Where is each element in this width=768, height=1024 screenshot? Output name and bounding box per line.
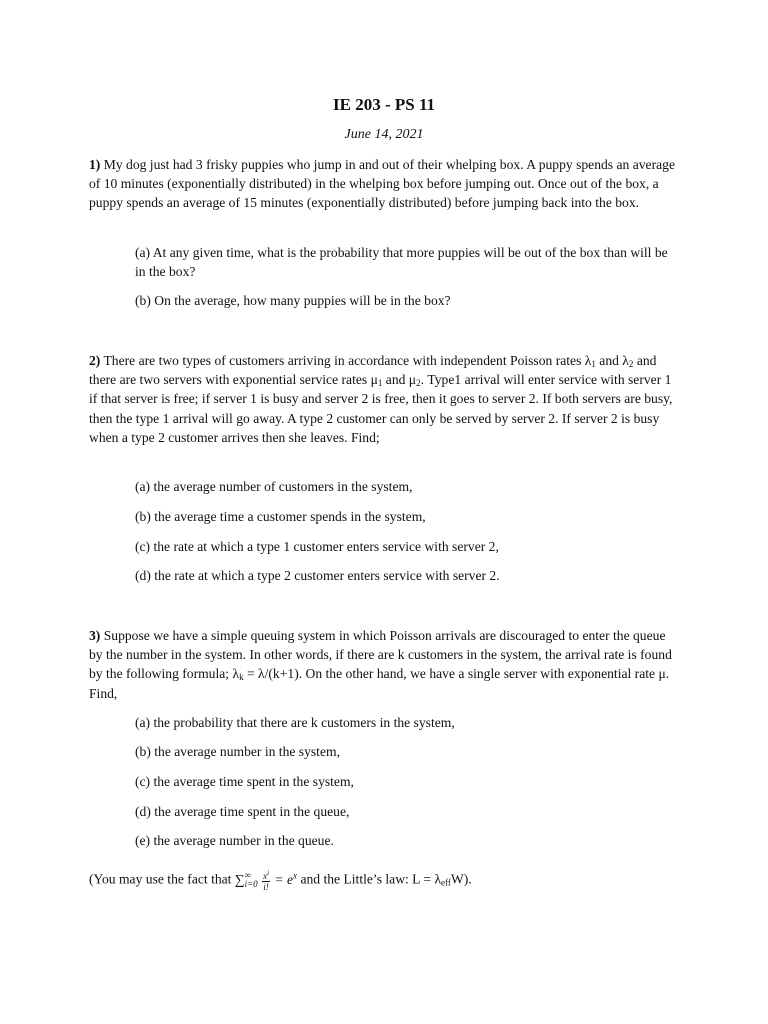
note-suffix: W). [450,871,472,887]
lambda-sub-eff: eff [441,877,451,888]
problem-3-body-a: Suppose we have a simple queuing system in which Poisson arrivals are discouraged to enter the queue by the number in the system. In other words, if there are k customers in the system, the arrival rate is found by the following formula; λ [89,628,672,682]
problem-1-text [89,155,679,213]
problem-2 [89,351,679,447]
fraction-denominator: i! [263,882,269,893]
problem-3-part-a: (a) the probability that there are k customers in the system, [135,715,455,730]
problem-1-part-b: (b) On the average, how many puppies will be in the box? [135,293,451,308]
mu-sub-1: 1 [377,378,383,389]
problem-1-number: 1) [89,157,101,172]
lambda-sub-2: 2 [628,359,634,369]
problem-2-text [89,351,679,447]
problem-3-part-d: (d) the average time spent in the queue, [135,804,350,819]
lambda-sub-k: k [239,672,244,683]
problem-3-part-e: (e) the average number in the queue. [135,833,334,848]
mu-sub-2: 2 [416,378,421,389]
problem-3-part-c: (c) the average time spent in the system, [135,774,354,789]
problem-2-body-a: There are two types of customers arriving in accordance with independent Poisson rates λ [103,353,592,368]
problem-3-part-b: (b) the average number in the system, [135,744,340,759]
note-prefix: (You may use the fact that [89,871,232,887]
equals-e: = e [274,871,294,887]
problem-2-part-c: (c) the rate at which a type 1 customer enters service with server 2, [135,539,499,554]
problem-3-note [89,866,709,892]
problem-3-note-text [89,866,709,892]
problem-3-number: 3) [89,628,101,643]
page-title: IE 203 - PS 11 [332,95,436,114]
problem-1-part-a: (a) At any given time, what is the probability that more puppies will be out of the box than will be in the box? [135,245,668,280]
page-date: June 14, 2021 [344,127,424,142]
problem-2-body-c: and there are two servers with exponential service rates μ [89,353,657,388]
problem-2-part-a: (a) the average number of customers in the system, [135,479,413,494]
problem-2-number: 2) [89,353,101,368]
problem-1-body: My dog just had 3 frisky puppies who jump in and out of their whelping box. A puppy spends an average of 10 minutes (exponentially distributed) in the whelping box before jumping out. Once out of the box, a puppy spends an average of 15 minutes (exponentially distributed) before jumping back into the box. [89,157,675,211]
fraction [262,868,270,892]
problem-1 [89,155,679,213]
lambda-sub-1: 1 [591,359,596,369]
sum-formula [234,869,301,893]
problem-2-body-e: . Type1 arrival will enter service with server 1 if that server is free; if server 1 is busy and server 2 is free, then it goes to server 2. If both servers are busy, then the type 1 arrival will go away. A type 2 customer can only be served by server 2. If server 2 is busy when a type 2 customer arrives then she leaves. Find; [89,372,673,445]
sum-lower-limit: i=0 [244,879,258,890]
problem-3-text [89,626,679,703]
problem-3 [89,626,679,703]
fraction-numerator: x [263,871,268,882]
note-little-law: and the Little’s law: L = λ [300,871,442,887]
e-exponent: x [293,870,298,880]
problem-2-body-d: and μ [385,372,417,388]
problem-3-body-b: = λ/(k+1). On the other hand, we have a single server with exponential rate μ. Find, [89,666,670,701]
problem-2-part-d: (d) the rate at which a type 2 customer enters service with server 2. [135,568,500,583]
problem-2-part-b: (b) the average time a customer spends in the system, [135,509,426,524]
sum-upper-limit: ∞ [244,870,251,881]
sum-symbol: ∑ [234,871,245,887]
fraction-exponent: i [267,869,270,878]
problem-2-body-b: and λ [599,353,629,368]
